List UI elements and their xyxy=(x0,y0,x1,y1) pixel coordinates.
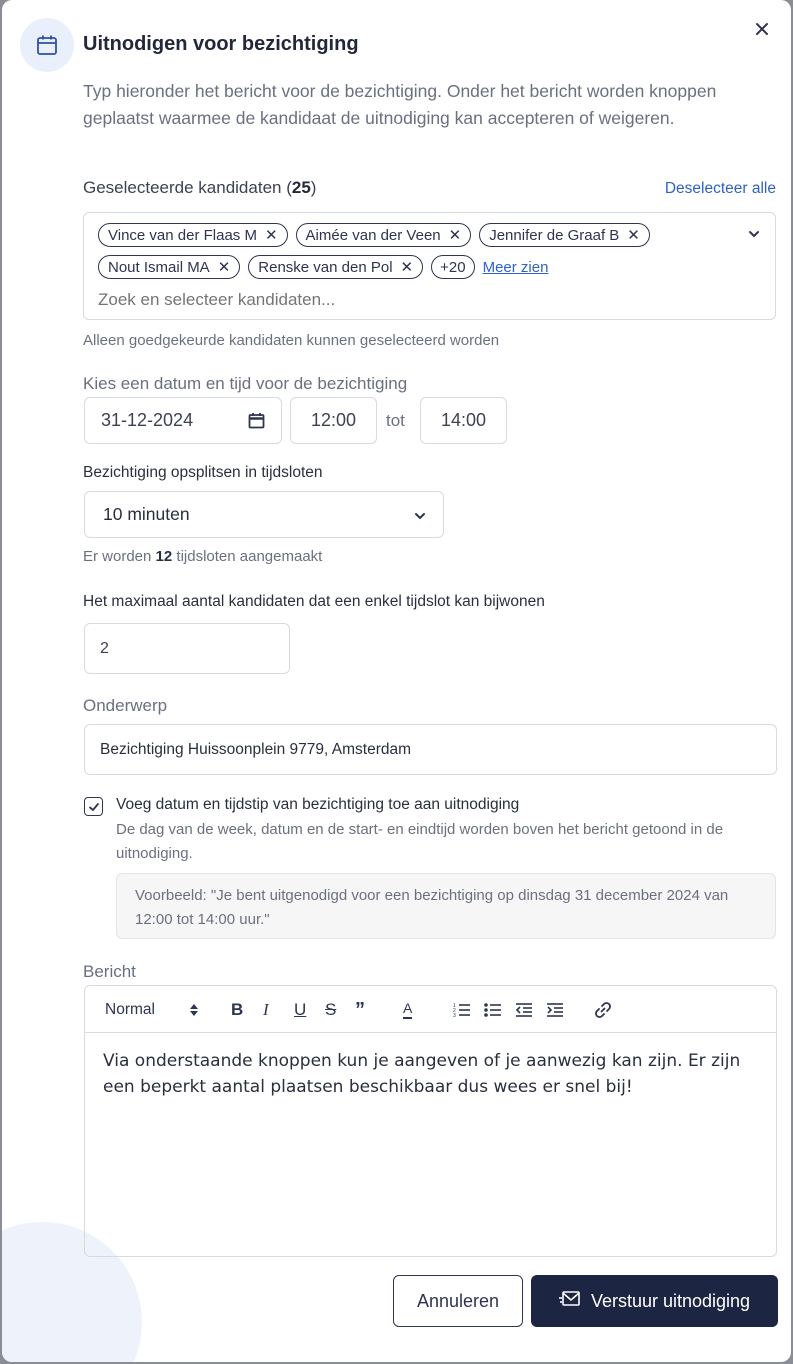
end-time-value: 14:00 xyxy=(440,410,487,430)
candidate-chip: Jennifer de Graaf B ✕ xyxy=(479,223,650,247)
timeslots-info: Er worden 12 tijdsloten aangemaakt xyxy=(83,548,323,565)
remove-chip-icon[interactable]: ✕ xyxy=(448,227,462,244)
message-editor xyxy=(84,985,777,1257)
include-datetime-description: De dag van de week, datum en de start- en eindtijd worden boven het bericht getoond in de uitnodiging. xyxy=(116,821,724,862)
deselect-all-link[interactable]: Deselecteer alle xyxy=(664,180,776,197)
modal-intro: Typ hieronder het bericht voor de bezichtiging. Onder het bericht worden knoppen geplaatst waarmee de kandidaat de uitnodiging kan accepteren of weigeren. xyxy=(83,81,717,128)
message-label: Bericht xyxy=(83,962,136,981)
format-select[interactable]: Normal xyxy=(105,1001,155,1018)
font-color-icon[interactable]: A xyxy=(403,999,412,1019)
candidate-select[interactable] xyxy=(83,212,776,320)
subject-input[interactable] xyxy=(84,724,777,775)
indent-icon[interactable] xyxy=(546,999,564,1021)
candidates-label-row xyxy=(83,178,776,198)
max-candidates-value: 2 xyxy=(100,639,109,657)
end-time-input[interactable] xyxy=(420,397,507,444)
start-time-input[interactable] xyxy=(290,397,377,444)
candidate-chip: Renske van den Pol ✕ xyxy=(248,255,423,279)
sort-arrows-icon[interactable] xyxy=(189,999,199,1021)
underline-icon[interactable]: U xyxy=(294,1000,307,1019)
candidates-label: Geselecteerde kandidaten (25) xyxy=(83,178,317,197)
time-separator: tot xyxy=(386,411,405,430)
candidate-chip: Vince van der Flaas M ✕ xyxy=(98,223,288,247)
candidate-chips xyxy=(98,223,738,279)
send-mail-icon xyxy=(559,1290,581,1313)
datetime-label: Kies een datum en tijd voor de bezichtiging xyxy=(83,374,408,393)
subject-label: Onderwerp xyxy=(83,696,168,715)
candidate-chip: Aimée van der Veen ✕ xyxy=(296,223,472,247)
calendar-icon xyxy=(20,18,74,72)
start-time-value: 12:00 xyxy=(310,410,357,430)
strikethrough-icon[interactable]: S xyxy=(325,1000,337,1019)
link-icon[interactable] xyxy=(594,999,612,1021)
remove-chip-icon[interactable]: ✕ xyxy=(400,259,414,276)
include-datetime-checkbox[interactable] xyxy=(84,797,103,816)
timeslots-label: Bezichtiging opsplitsen in tijdsloten xyxy=(83,464,323,481)
chevron-down-icon[interactable] xyxy=(747,227,761,246)
bold-icon[interactable]: B xyxy=(231,1000,244,1019)
modal-title: Uitnodigen voor bezichtiging xyxy=(83,33,359,55)
max-candidates-input[interactable] xyxy=(84,623,290,674)
show-more-link[interactable]: Meer zien xyxy=(482,258,549,276)
chevron-down-icon xyxy=(413,507,427,528)
svg-text:2: 2 xyxy=(453,1008,456,1014)
message-body[interactable]: Via onderstaande knoppen kun je aangeven of je aanwezig kan zijn. Er zijn een beperkt aantal plaatsen beschikbaar dus wees er snel bij! xyxy=(103,1051,741,1097)
editor-toolbar xyxy=(85,986,776,1033)
bullet-list-icon[interactable] xyxy=(484,999,502,1021)
date-value: 31-12-2024 xyxy=(101,410,194,430)
candidates-count: 25 xyxy=(291,178,311,197)
ordered-list-icon[interactable] xyxy=(453,999,471,1021)
cancel-button[interactable]: Annuleren xyxy=(393,1275,523,1327)
timeslot-value: 10 minuten xyxy=(103,504,190,524)
close-icon[interactable] xyxy=(749,16,775,42)
candidate-search-input[interactable] xyxy=(98,290,698,310)
send-invitation-button[interactable]: Verstuur uitnodiging xyxy=(531,1275,778,1327)
outdent-icon[interactable] xyxy=(515,999,533,1021)
candidate-chip: Nout Ismail MA ✕ xyxy=(98,255,240,279)
calendar-picker-icon[interactable] xyxy=(248,412,265,434)
invite-viewing-modal xyxy=(2,0,791,1362)
subject-value: Bezichtiging Huissoonplein 9779, Amsterdam xyxy=(100,740,412,758)
svg-text:1: 1 xyxy=(453,1003,456,1009)
svg-text:3: 3 xyxy=(453,1013,456,1018)
max-candidates-label: Het maximaal aantal kandidaten dat een enkel tijdslot kan bijwonen xyxy=(83,593,545,610)
remove-chip-icon[interactable]: ✕ xyxy=(264,227,278,244)
remove-chip-icon[interactable]: ✕ xyxy=(217,259,231,276)
more-candidates-count: +20 xyxy=(431,255,474,279)
date-input[interactable] xyxy=(84,397,282,444)
remove-chip-icon[interactable]: ✕ xyxy=(627,227,640,244)
include-datetime-label[interactable]: Voeg datum en tijdstip van bezichtiging toe aan uitnodiging xyxy=(116,796,520,813)
italic-icon[interactable]: I xyxy=(263,1000,269,1019)
example-box: Voorbeeld: "Je bent uitgenodigd voor een bezichtiging op dinsdag 31 december 2024 van 12:00 tot 14:00 uur." xyxy=(116,873,776,939)
candidates-hint: Alleen goedgekeurde kandidaten kunnen geselecteerd worden xyxy=(83,332,500,349)
timeslot-select[interactable] xyxy=(84,491,444,538)
quote-icon[interactable]: ” xyxy=(355,998,365,1021)
